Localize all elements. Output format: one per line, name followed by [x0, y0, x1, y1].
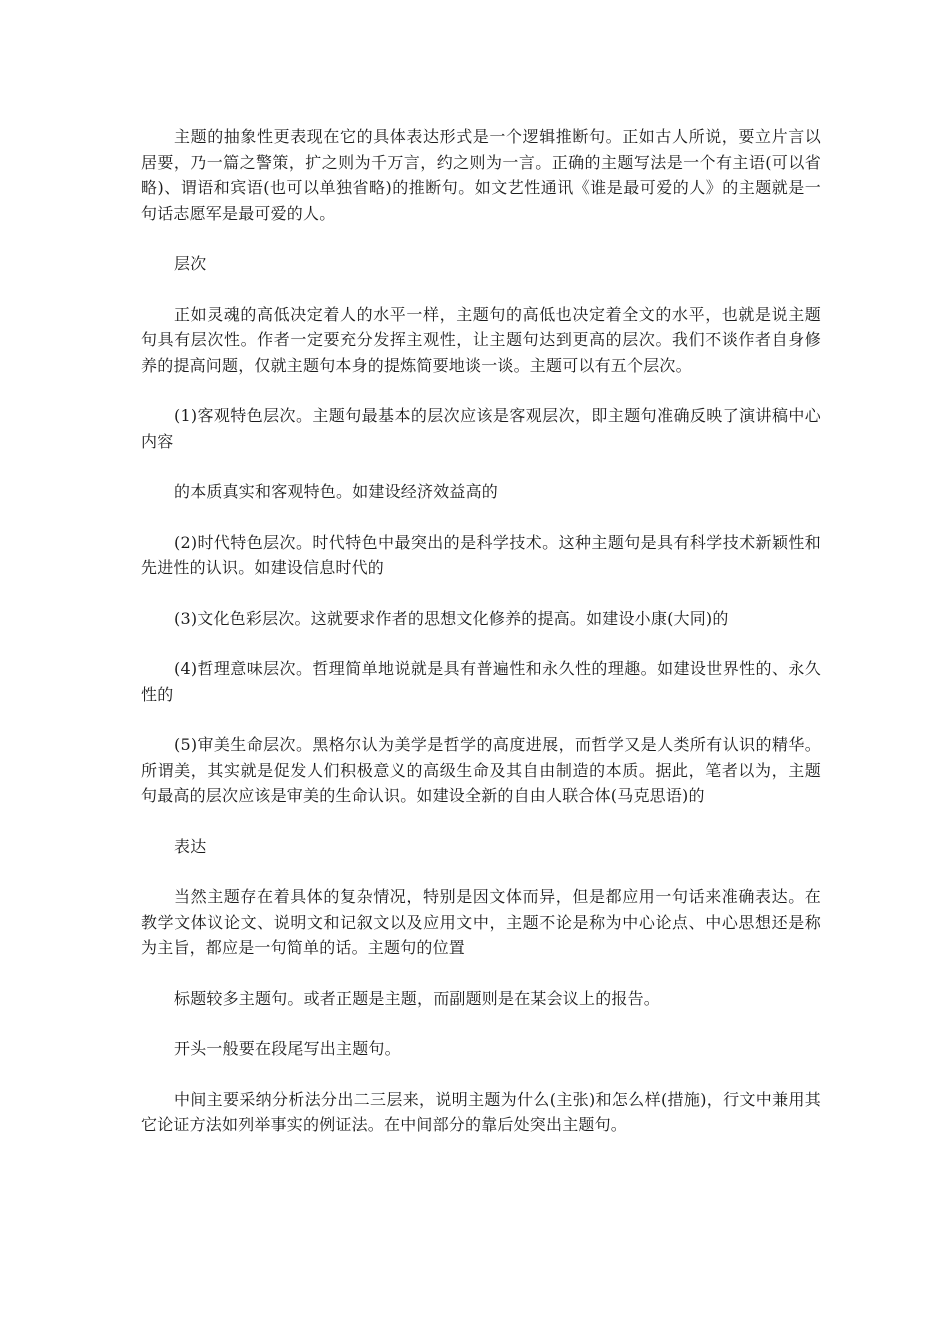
- paragraph-middle-position: 中间主要采纳分析法分出二三层来，说明主题为什么(主张)和怎么样(措施)，行文中兼用其它论证方法如列举事实的例证法。在中间部分的靠后处突出主题句。: [141, 1089, 821, 1134]
- paragraph-level-1: (1)客观特色层次。主题句最基本的层次应该是客观层次，即主题句准确反映了演讲稿中心内容: [141, 406, 821, 451]
- paragraph-level-3: (3)文化色彩层次。这就要求作者的思想文化修养的提高。如建设小康(大同)的: [174, 608, 729, 628]
- paragraph-level-5: (5)审美生命层次。黑格尔认为美学是哲学的高度进展，而哲学又是人类所有认识的精华。所谓美，其实就是促发人们积极意义的高级生命及其自由制造的本质。据此，笔者以为，主题句最高的层次应该是审美的生命认识。如建设全新的自由人联合体(马克思语)的: [141, 735, 821, 805]
- paragraph-level-4: (4)哲理意味层次。哲理简单地说就是具有普遍性和永久性的理趣。如建设世界性的、永久性的: [141, 659, 821, 704]
- paragraph-levels-intro: 正如灵魂的高低决定着人的水平一样，主题句的高低也决定着全文的水平，也就是说主题句具有层次性。作者一定要充分发挥主观性，让主题句达到更高的层次。我们不谈作者自身修养的提高问题，仅就主题句本身的提炼简要地谈一谈。主题可以有五个层次。: [141, 304, 821, 375]
- paragraph-level-1-continued: 的本质真实和客观特色。如建设经济效益高的: [174, 482, 499, 501]
- paragraph-expression-intro: 当然主题存在着具体的复杂情况，特别是因文体而异，但是都应用一句话来准确表达。在教学文体议论文、说明文和记叙文以及应用文中，主题不论是称为中心论点、中心思想还是称为主旨，都应是一句简单的话。主题句的位置: [141, 887, 821, 957]
- paragraph-level-2: (2)时代特色层次。时代特色中最突出的是科学技术。这种主题句是具有科学技术新颖性和先进性的认识。如建设信息时代的: [141, 532, 821, 577]
- section-heading-expression: 表达: [174, 836, 207, 856]
- paragraph-opening-position: 开头一般要在段尾写出主题句。: [174, 1039, 401, 1058]
- paragraph-abstract-expression: 主题的抽象性更表现在它的具体表达形式是一个逻辑推断句。正如古人所说，要立片言以居要，乃一篇之警策，扩之则为千万言，约之则为一言。正确的主题写法是一个有主语(可以省略)、谓语和宾语(也可以单独省略)的推断句。如文艺性通讯《谁是最可爱的人》的主题就是一句话志愿军是最可爱的人。: [141, 127, 821, 223]
- document-body: [141, 124, 821, 1163]
- paragraph-title-position: 标题较多主题句。或者正题是主题，而副题则是在某会议上的报告。: [174, 988, 661, 1008]
- section-heading-levels: 层次: [174, 254, 207, 273]
